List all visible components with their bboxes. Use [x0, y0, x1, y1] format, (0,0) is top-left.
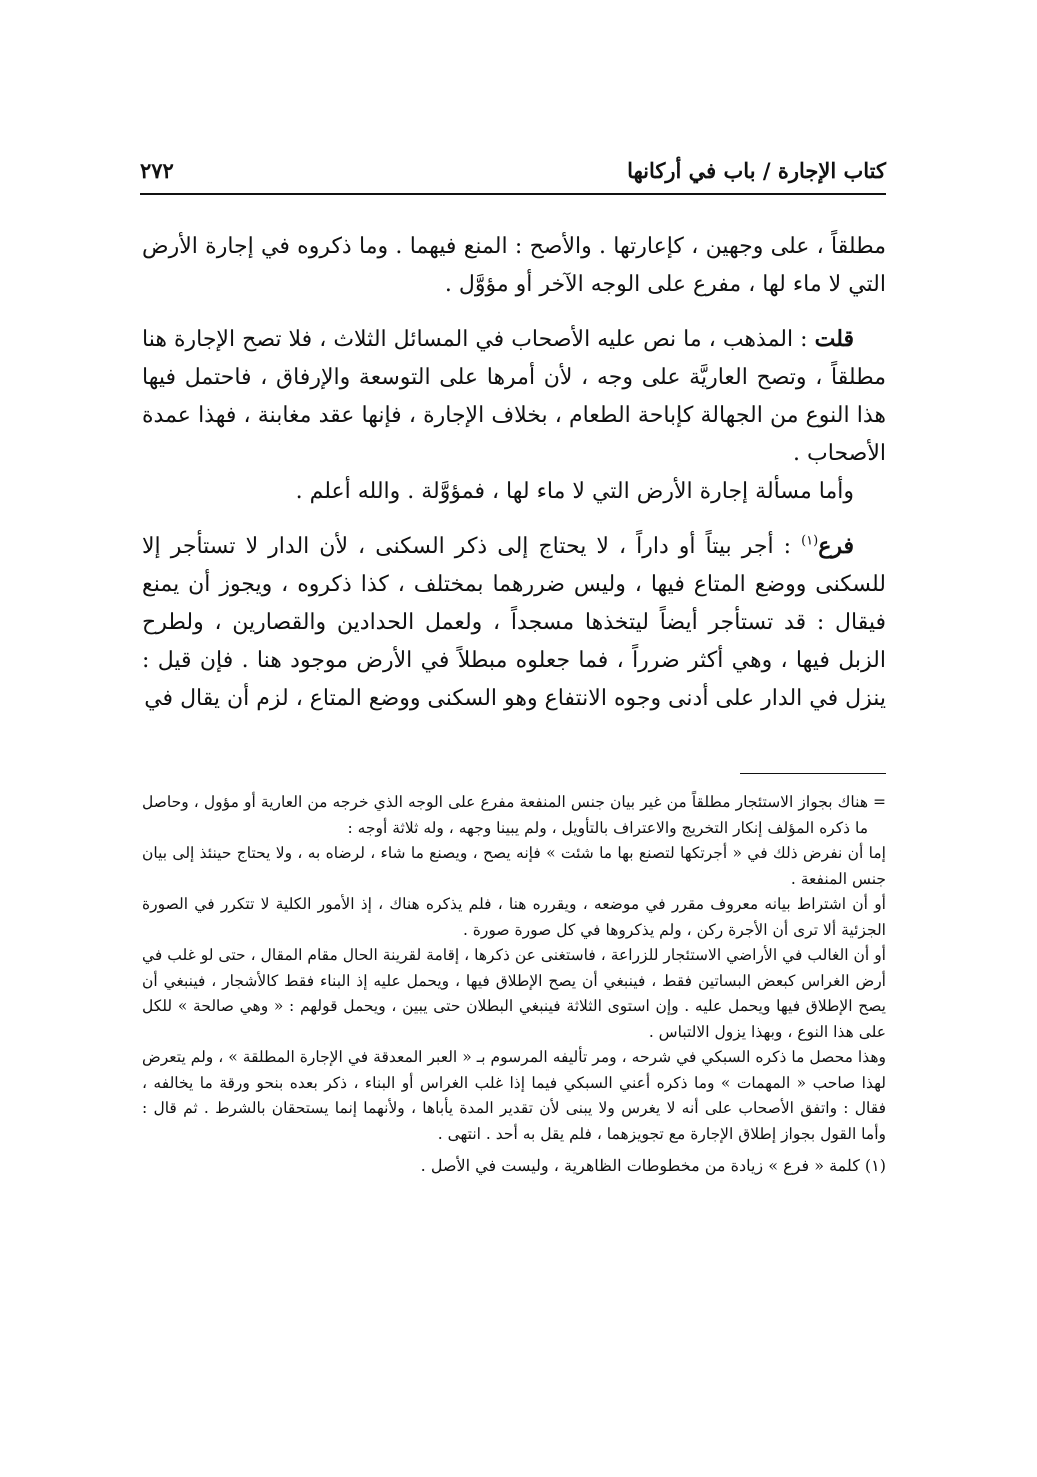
note-option-2: أو أن اشتراط بيانه معروف مقرر في موضعه ، ويقرره هنا ، فلم يذكره هناك ، إذ الأمور الكلية لا تتكرر في الصورة الجزئية ألا ترى أن الأجرة ركن ، ولم يذكروها في كل صورة صورة .: [142, 895, 886, 939]
continuation-mark: =: [873, 793, 886, 811]
note-continued: هناك بجواز الاستئجار مطلقاً من غير بيان جنس المنفعة مفرع على الوجه الذي خرجه من العارية أو مؤول ، وحاصل ما ذكره المؤلف إنكار التخريج والاعتراف بالتأويل ، ولم يبينا وجهه ، وله ثلاثة أوجه :: [142, 793, 868, 837]
paragraph-2: [142, 320, 886, 473]
note-summary: وهذا محصل ما ذكره السبكي في شرحه ، ومر تأليفه المرسوم بـ « العبر المعدقة في الإجارة المطلقة » ، ولم يتعرض لهذا صاحب « المهمات » وما ذكره أعني السبكي فيما إذا غلب الغراس أو البناء ، ذكر بعده بنحو ورقة ما يخالفه ، فقال : واتفق الأصحاب على أنه لا يغرس ولا يبنى لأن تقدير المدة يأباها ، ولأنهما إنما يستحقان بالشرط . ثم قال : وأما القول بجواز إطلاق الإجارة مع تجويزهما ، فلم يقل به أحد . انتهى .: [142, 1048, 886, 1143]
running-header: [140, 150, 886, 190]
paragraph-3: وأما مسألة إجارة الأرض التي لا ماء لها ، فمؤوَّلة . والله أعلم .: [295, 479, 854, 504]
footnote-ref-1: (١): [801, 533, 819, 549]
note-option-1: إما أن نفرض ذلك في « أجرتكها لتصنع بها ما شئت » فإنه يصح ، ويصنع ما شاء ، لرضاه به ، ولا يحتاج حينئذ إلى بيان جنس المنفعة .: [142, 844, 886, 888]
note-option-3: أو أن الغالب في الأراضي الاستئجار للزراعة ، فاستغنى عن ذكرها ، إقامة لقرينة الحال مقام المقال ، حتى لو غلب في أرض الغراس كبعض البساتين فقط ، فينبغي أن يصح الإطلاق فيها ، ويحمل عليه إذ البناء فقط كالأشجار ، فينبغي أن يصح الإطلاق فيها ويحمل عليه . وإن استوى الثلاثة فينبغي البطلان حتى يبين ، ويحمل قولهم : « وهي صالحة » للكل على هذا النوع ، وبهذا يزول الالتباس .: [142, 946, 886, 1041]
main-text: [142, 228, 886, 718]
paragraph-2-lead: قلت: [814, 326, 854, 352]
paragraph-4-lead: فرع: [818, 533, 854, 559]
footnotes: [142, 790, 886, 1179]
paragraph-1: مطلقاً ، على وجهين ، كإعارتها . والأصح : المنع فيهما . وما ذكروه في إجارة الأرض التي لا ماء لها ، مفرع على الوجه الآخر أو مؤوَّل .: [142, 234, 886, 297]
page-number: ٢٧٢: [140, 158, 174, 183]
paragraph-4-text: : أجر بيتاً أو داراً ، لا يحتاج إلى ذكر السكنى ، لأن الدار لا تستأجر إلا للسكنى ووضع المتاع فيها ، وليس ضررهما بمختلف ، كذا ذكروه ، ويجوز أن يمنع فيقال : قد تستأجر أيضاً ليتخذها مسجداً ، ولعمل الحدادين والقصارين ، ولطرح الزبل فيها ، وهي أكثر ضرراً ، فما جعلوه مبطلاً في الأرض موجود هنا . فإن قيل : ينزل في الدار على أدنى وجوه الانتفاع وهو السكنى ووضع المتاع ، لزم أن يقال في: [142, 534, 886, 711]
paragraph-2-text: : المذهب ، ما نص عليه الأصحاب في المسائل الثلاث ، فلا تصح الإجارة هنا مطلقاً ، وتصح العاريَّة على وجه ، لأن أمرها على التوسعة والإرفاق ، فاحتمل فيها هذا النوع من الجهالة كإباحة الطعام ، بخلاف الإجارة ، فإنها عقد مغابنة ، فهذا عمدة الأصحاب .: [142, 327, 886, 466]
header-rule: [140, 193, 886, 195]
paragraph-4: [142, 527, 886, 718]
footnote-1: (١) كلمة « فرع » زيادة من مخطوطات الظاهرية ، وليست في الأصل .: [420, 1156, 886, 1175]
header-title: كتاب الإجارة / باب في أركانها: [627, 158, 886, 183]
footnote-rule: [740, 773, 886, 774]
